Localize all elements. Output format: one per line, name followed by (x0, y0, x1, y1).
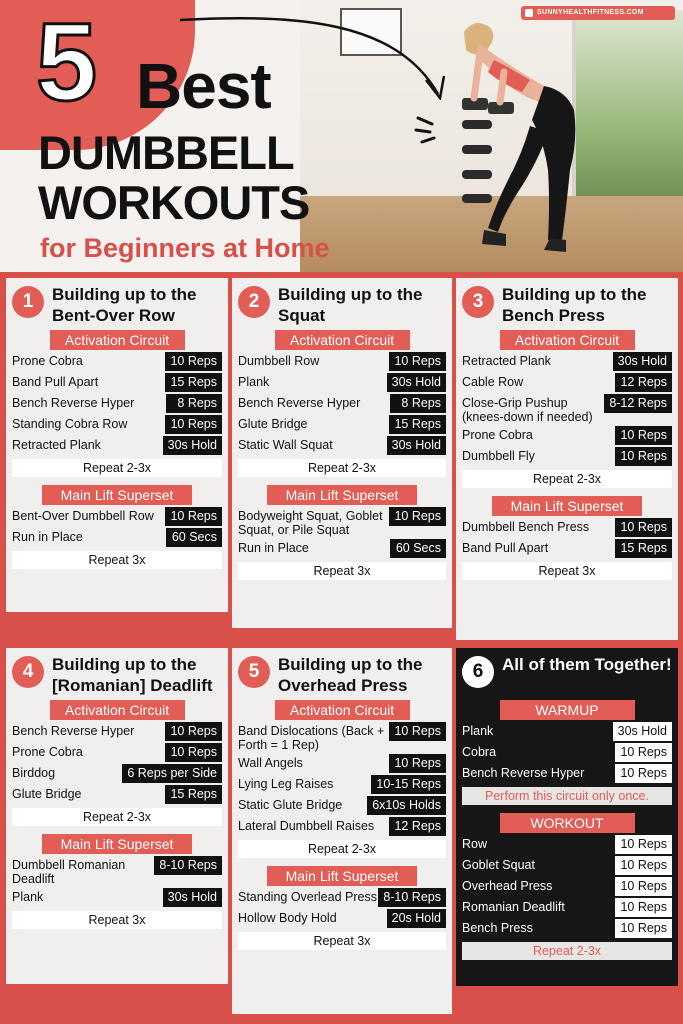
exercise-name: Bench Reverse Hyper (12, 396, 135, 410)
exercise-reps: 10 Reps (389, 352, 446, 371)
exercise-name: Dumbbell Fly (462, 449, 535, 463)
exercise-name: Overhead Press (462, 879, 553, 893)
exercise-row (462, 373, 672, 392)
card-header (238, 284, 446, 328)
exercise-name: Bench Press (462, 921, 533, 935)
exercise-name: Bench Reverse Hyper (12, 724, 135, 738)
section-label: Activation Circuit (275, 700, 410, 720)
exercise-row (462, 722, 672, 741)
exercise-row (12, 415, 222, 434)
exercise-row (12, 888, 222, 907)
exercise-name: Dumbbell Bench Press (462, 520, 590, 534)
exercise-reps: 8-10 Reps (154, 856, 222, 875)
woman-doing-row-illustration (444, 12, 594, 262)
exercise-row (462, 539, 672, 558)
exercise-row (238, 415, 446, 434)
card-title: Building up to the Squat (278, 285, 423, 325)
exercise-row (238, 722, 446, 752)
exercise-row (238, 507, 446, 537)
workout-card-2 (232, 278, 452, 628)
section-label: Activation Circuit (275, 330, 410, 350)
exercise-reps: 30s Hold (163, 888, 222, 907)
exercise-name: Plank (462, 724, 494, 738)
repeat-note: Perform this circuit only once. (462, 787, 672, 805)
workout-card-1 (6, 278, 228, 612)
exercise-reps: 8-12 Reps (604, 394, 672, 413)
exercise-row (12, 507, 222, 526)
exercise-reps: 10 Reps (615, 856, 672, 875)
card-number-badge: 3 (462, 286, 494, 318)
exercise-reps: 10 Reps (165, 722, 222, 741)
section-label: Main Lift Superset (42, 485, 192, 505)
exercise-name: Glute Bridge (238, 417, 308, 431)
exercise-name: Lateral Dumbbell Raises (238, 819, 375, 833)
card-number-badge: 2 (238, 286, 270, 318)
repeat-note: Repeat 2-3x (238, 840, 446, 858)
exercise-row (12, 373, 222, 392)
repeat-note: Repeat 2-3x (462, 942, 672, 960)
exercise-row (12, 528, 222, 547)
exercise-reps: 30s Hold (613, 722, 672, 741)
exercise-row (12, 743, 222, 762)
card-title: Building up to the Overhead Press (278, 655, 423, 695)
repeat-note: Repeat 2-3x (12, 459, 222, 477)
exercise-row (12, 856, 222, 886)
exercise-reps: 10 Reps (615, 877, 672, 896)
exercise-reps: 12 Reps (615, 373, 672, 392)
exercise-reps: 30s Hold (387, 373, 446, 392)
section-label: Main Lift Superset (492, 496, 642, 516)
exercise-reps: 10 Reps (615, 835, 672, 854)
exercise-name: Bench Reverse Hyper (462, 766, 585, 780)
exercise-name: Prone Cobra (462, 428, 533, 442)
exercise-name: Cable Row (462, 375, 524, 389)
exercise-row (238, 775, 446, 794)
exercise-row (12, 436, 222, 455)
exercise-name: Retracted Plank (462, 354, 551, 368)
card-header (238, 654, 446, 698)
exercise-reps: 10 Reps (615, 898, 672, 917)
card-header (462, 284, 672, 328)
repeat-note: Repeat 3x (238, 932, 446, 950)
exercise-row (238, 539, 446, 558)
exercise-row (462, 426, 672, 445)
motion-lines-icon (414, 112, 454, 152)
exercise-name: Plank (12, 890, 44, 904)
exercise-reps: 8-10 Reps (378, 888, 446, 907)
exercise-reps: 10 Reps (615, 764, 672, 783)
exercise-name: Standing Cobra Row (12, 417, 128, 431)
exercise-name: Static Glute Bridge (238, 798, 343, 812)
exercise-reps: 10 Reps (389, 722, 446, 741)
exercise-name: Retracted Plank (12, 438, 101, 452)
exercise-reps: 15 Reps (615, 539, 672, 558)
exercise-reps: 6x10s Holds (367, 796, 446, 815)
exercise-reps: 30s Hold (163, 436, 222, 455)
card-title: Building up to the [Romanian] Deadlift (52, 655, 213, 695)
exercise-row (462, 877, 672, 896)
exercise-reps: 20s Hold (387, 909, 446, 928)
exercise-row (238, 394, 446, 413)
workout-card-4 (6, 648, 228, 984)
repeat-note: Repeat 2-3x (238, 459, 446, 477)
exercise-name: Goblet Squat (462, 858, 535, 872)
repeat-note: Repeat 3x (12, 551, 222, 569)
exercise-row (462, 856, 672, 875)
exercise-reps: 8 Reps (390, 394, 446, 413)
exercise-name: Close-Grip Pushup (knees-down if needed) (462, 396, 593, 424)
exercise-row (238, 436, 446, 455)
workout-card-6 (456, 648, 678, 986)
title-workouts: WORKOUTS (38, 176, 310, 229)
exercise-name: Glute Bridge (12, 787, 82, 801)
repeat-note: Repeat 2-3x (12, 808, 222, 826)
card-title: Building up to the Bent-Over Row (52, 285, 197, 325)
exercise-reps: 10 Reps (615, 447, 672, 466)
exercise-name: Wall Angels (238, 756, 303, 770)
repeat-note: Repeat 2-3x (462, 470, 672, 488)
exercise-row (462, 447, 672, 466)
exercise-name: Standing Overlead Press (238, 890, 377, 904)
exercise-reps: 10-15 Reps (371, 775, 446, 794)
exercise-reps: 10 Reps (165, 415, 222, 434)
exercise-row (12, 785, 222, 804)
card-number-badge: 1 (12, 286, 44, 318)
exercise-name: Row (462, 837, 488, 851)
exercise-reps: 10 Reps (615, 518, 672, 537)
exercise-row (462, 835, 672, 854)
exercise-row (12, 722, 222, 741)
exercise-row (462, 898, 672, 917)
card-header (12, 284, 222, 328)
exercise-reps: 10 Reps (615, 426, 672, 445)
exercise-name: Static Wall Squat (238, 438, 333, 452)
exercise-name: Prone Cobra (12, 354, 83, 368)
exercise-reps: 6 Reps per Side (122, 764, 222, 783)
title-number: 5 (36, 1, 94, 124)
exercise-reps: 10 Reps (615, 743, 672, 762)
section-label: WORKOUT (500, 813, 635, 833)
exercise-name: Dumbbell Row (238, 354, 320, 368)
repeat-note: Repeat 3x (462, 562, 672, 580)
section-label: Main Lift Superset (42, 834, 192, 854)
exercise-name: Band Pull Apart (12, 375, 99, 389)
exercise-name: Plank (238, 375, 270, 389)
card-header (462, 654, 672, 698)
brand-url: SUNNYHEALTHFITNESS.COM (537, 9, 644, 16)
exercise-reps: 60 Secs (166, 528, 222, 547)
section-label: Activation Circuit (50, 330, 185, 350)
exercise-reps: 10 Reps (165, 743, 222, 762)
section-label: Activation Circuit (500, 330, 635, 350)
exercise-name: Band Dislocations (Back + Forth = 1 Rep) (238, 724, 385, 752)
repeat-note: Repeat 3x (12, 911, 222, 929)
card-number-badge: 4 (12, 656, 44, 688)
exercise-reps: 15 Reps (389, 415, 446, 434)
exercise-name: Run in Place (12, 530, 83, 544)
exercise-reps: 15 Reps (165, 373, 222, 392)
exercise-name: Run in Place (238, 541, 309, 555)
exercise-row (238, 796, 446, 815)
exercise-name: Bent-Over Dumbbell Row (12, 509, 154, 523)
section-label: Main Lift Superset (267, 866, 417, 886)
exercise-name: Band Pull Apart (462, 541, 549, 555)
exercise-reps: 10 Reps (389, 507, 446, 526)
title-dumbbell: DUMBBELL (38, 126, 294, 179)
exercise-name: Bodyweight Squat, Goblet Squat, or Pile Squat (238, 509, 383, 537)
card-title: Building up to the Bench Press (502, 285, 647, 325)
hero-header (0, 0, 683, 272)
exercise-name: Romanian Deadlift (462, 900, 565, 914)
exercise-row (462, 394, 672, 424)
exercise-row (462, 518, 672, 537)
card-number-badge: 5 (238, 656, 270, 688)
exercise-row (462, 352, 672, 371)
exercise-row (238, 817, 446, 836)
exercise-name: Dumbbell Romanian Deadlift (12, 858, 126, 886)
exercise-row (238, 754, 446, 773)
exercise-reps: 30s Hold (613, 352, 672, 371)
exercise-name: Birddog (12, 766, 56, 780)
exercise-reps: 10 Reps (389, 754, 446, 773)
exercise-row (238, 909, 446, 928)
brand-badge[interactable] (521, 6, 675, 20)
exercise-row (12, 394, 222, 413)
exercise-name: Prone Cobra (12, 745, 83, 759)
exercise-row (12, 352, 222, 371)
exercise-row (238, 352, 446, 371)
exercise-row (462, 919, 672, 938)
exercise-row (238, 888, 446, 907)
exercise-name: Bench Reverse Hyper (238, 396, 361, 410)
exercise-name: Lying Leg Raises (238, 777, 334, 791)
exercise-reps: 10 Reps (615, 919, 672, 938)
title-subtitle: for Beginners at Home (40, 233, 330, 263)
exercise-reps: 8 Reps (166, 394, 222, 413)
exercise-reps: 30s Hold (387, 436, 446, 455)
exercise-name: Hollow Body Hold (238, 911, 337, 925)
exercise-reps: 15 Reps (165, 785, 222, 804)
section-label: Main Lift Superset (267, 485, 417, 505)
exercise-reps: 12 Reps (389, 817, 446, 836)
section-label: WARMUP (500, 700, 635, 720)
card-header (12, 654, 222, 698)
exercise-row (462, 743, 672, 762)
title-best: Best (136, 50, 271, 122)
brand-logo-icon (525, 9, 533, 17)
workout-card-5 (232, 648, 452, 1014)
exercise-row (12, 764, 222, 783)
section-label: Activation Circuit (50, 700, 185, 720)
exercise-name: Cobra (462, 745, 497, 759)
repeat-note: Repeat 3x (238, 562, 446, 580)
exercise-reps: 10 Reps (165, 507, 222, 526)
card-title: All of them Together! (502, 655, 672, 674)
exercise-row (238, 373, 446, 392)
exercise-reps: 60 Secs (390, 539, 446, 558)
exercise-row (462, 764, 672, 783)
card-number-badge: 6 (462, 656, 494, 688)
exercise-reps: 10 Reps (165, 352, 222, 371)
workout-card-3 (456, 278, 678, 640)
